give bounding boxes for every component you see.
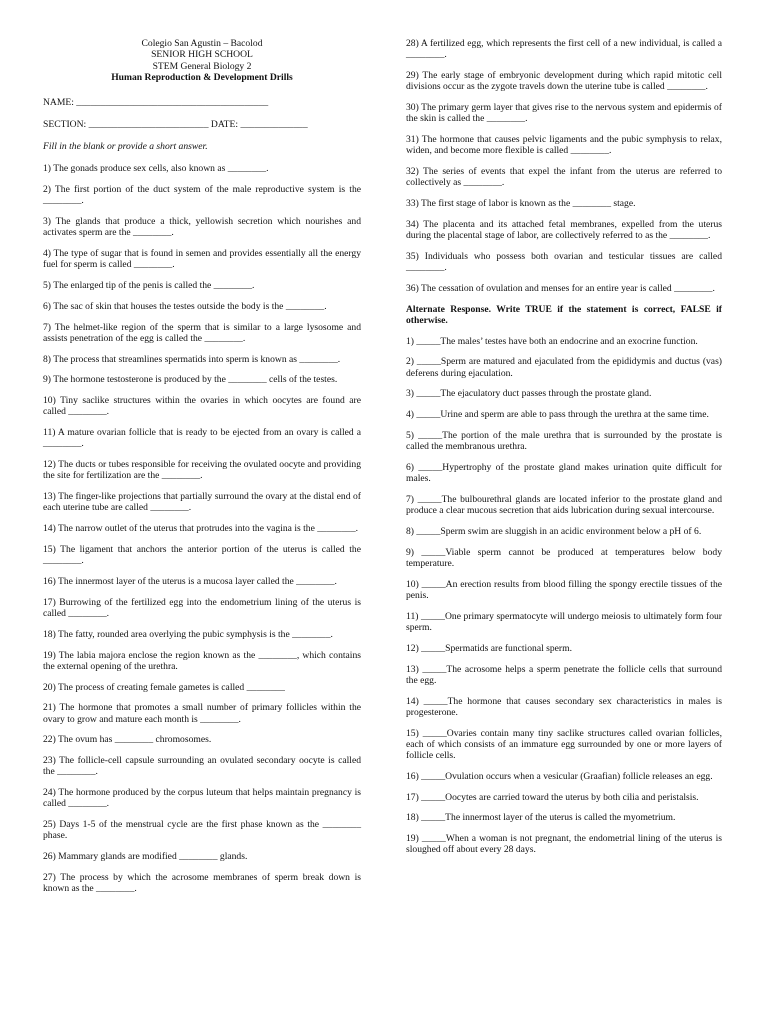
question-21: 21) The hormone that promotes a small number of primary follicles within the ovary to grow and mature each month is ________. [43, 702, 361, 725]
question-36: 36) The cessation of ovulation and menses for an entire year is called ________. [406, 282, 715, 294]
question-30: 30) The primary germ layer that gives rise to the nervous system and epidermis of the skin is called the ________. [406, 102, 722, 125]
question-14: 14) The narrow outlet of the uterus that protrudes into the vagina is the ________. [43, 523, 359, 535]
question-28: 28) A fertilized egg, which represents the first cell of a new individual, is called a ________. [406, 38, 722, 61]
question-11: 11) A mature ovarian follicle that is ready to be ejected from an ovary is called a ________. [43, 427, 361, 450]
question-19: 19) The labia majora enclose the region known as the ________, which contains the external opening of the urethra. [43, 649, 361, 672]
tf-item-17: 17) _____Oocytes are carried toward the uterus by both cilia and peristalsis. [406, 791, 699, 803]
question-5: 5) The enlarged tip of the penis is called the ________. [43, 280, 255, 292]
question-22: 22) The ovum has ________ chromosomes. [43, 734, 212, 746]
alternate-response-heading: Alternate Response. Write TRUE if the statement is correct, FALSE if otherwise. [406, 303, 722, 326]
tf-item-18: 18) _____The innermost layer of the uterus is called the myometrium. [406, 812, 676, 824]
question-8: 8) The process that streamlines spermatids into sperm is known as ________. [43, 353, 341, 365]
question-10: 10) Tiny saclike structures within the ovaries in which oocytes are found are called ________. [43, 395, 361, 418]
tf-item-2: 2) _____Sperm are matured and ejaculated from the epididymis and ductus (vas) deferens during ejaculation. [406, 356, 722, 379]
school-name: Colegio San Agustin – Bacolod [141, 38, 263, 49]
question-17: 17) Burrowing of the fertilized egg into the endometrium lining of the uterus is called ________. [43, 596, 361, 620]
question-20: 20) The process of creating female gametes is called ________ [43, 681, 285, 693]
question-29: 29) The early stage of embryonic development during which rapid mitotic cell divisions occur as the zygote travels down the uterine tube is called ________. [406, 70, 722, 93]
tf-item-7: 7) _____The bulbourethral glands are located inferior to the prostate gland and produce a clear mucous secretion that aids lubrication during sexual intercourse. [406, 493, 722, 517]
question-3: 3) The glands that produce a thick, yellowish secretion which nourishes and activates sperm are the ________. [43, 216, 361, 239]
question-33: 33) The first stage of labor is known as the ________ stage. [406, 198, 636, 209]
tf-item-14: 14) _____The hormone that causes secondary sex characteristics in males is progesterone. [406, 695, 722, 718]
tf-item-12: 12) _____Spermatids are functional sperm. [406, 642, 572, 654]
instructions: Fill in the blank or provide a short answer. [43, 141, 208, 153]
question-9: 9) The hormone testosterone is produced by the ________ cells of the testes. [43, 374, 338, 386]
right-column [406, 38, 722, 865]
tf-item-19: 19) _____When a woman is not pregnant, the endometrial lining of the uterus is sloughed off about every 28 days. [406, 833, 722, 856]
tf-item-13: 13) _____The acrosome helps a sperm penetrate the follicle cells that surround the egg. [406, 663, 722, 686]
tf-item-16: 16) _____Ovulation occurs when a vesicular (Graafian) follicle releases an egg. [406, 770, 713, 782]
question-12: 12) The ducts or tubes responsible for receiving the ovulated oocyte and providing the site for fertilization are the ________. [43, 459, 361, 482]
tf-item-5: 5) _____The portion of the male urethra that is surrounded by the prostate is called the membranous urethra. [406, 429, 722, 453]
tf-item-6: 6) _____Hypertrophy of the prostate gland makes urination quite difficult for males. [406, 461, 722, 485]
tf-item-4: 4) _____Urine and sperm are able to pass through the urethra at the same time. [406, 409, 709, 421]
tf-item-10: 10) _____An erection results from blood filling the spongy erectile tissues of the penis. [406, 578, 722, 601]
tf-item-1: 1) _____The males’ testes have both an endocrine and an exocrine function. [406, 335, 698, 347]
question-7: 7) The helmet-like region of the sperm that is similar to a large lysosome and assists penetration of the egg is called the ________. [43, 321, 361, 344]
question-23: 23) The follicle-cell capsule surrounding an ovulated secondary oocyte is called the ________. [43, 755, 361, 778]
tf-item-3: 3) _____The ejaculatory duct passes through the prostate gland. [406, 388, 652, 400]
section-date-field[interactable]: SECTION: _________________________ DATE: ______________ [43, 118, 308, 130]
question-32: 32) The series of events that expel the infant from the uterus are referred to collectively as ________. [406, 166, 722, 189]
question-13: 13) The finger-like projections that partially surround the ovary at the distal end of each uterine tube are called ________. [43, 491, 361, 514]
question-26: 26) Mammary glands are modified ________ glands. [43, 851, 248, 863]
tf-item-11: 11) _____One primary spermatocyte will undergo meiosis to ultimately form four sperm. [406, 610, 722, 633]
question-1: 1) The gonads produce sex cells, also known as ________. [43, 163, 269, 175]
school-level: SENIOR HIGH SCHOOL [151, 49, 253, 61]
tf-item-15: 15) _____Ovaries contain many tiny saclike structures called ovarian follicles, each of which consists of an immature egg surrounded by one or more layers of follicle cells. [406, 727, 722, 761]
worksheet-header [43, 38, 361, 84]
tf-item-8: 8) _____Sperm swim are sluggish in an acidic environment below a pH of 6. [406, 525, 702, 537]
question-31: 31) The hormone that causes pelvic ligaments and the pubic symphysis to relax, widen, and become more flexible is called ________. [406, 134, 722, 157]
question-24: 24) The hormone produced by the corpus luteum that helps maintain pregnancy is called ________. [43, 787, 361, 810]
worksheet-title: Human Reproduction & Development Drills [111, 72, 293, 84]
course-name: STEM General Biology 2 [152, 60, 252, 72]
question-35: 35) Individuals who possess both ovarian and testicular tissues are called ________. [406, 250, 722, 273]
question-6: 6) The sac of skin that houses the testes outside the body is the ________. [43, 300, 327, 312]
question-27: 27) The process by which the acrosome membranes of sperm break down is known as the ________. [43, 872, 361, 895]
question-4: 4) The type of sugar that is found in semen and provides essentially all the energy fuel for sperm is called ________. [43, 248, 361, 271]
question-16: 16) The innermost layer of the uterus is a mucosa layer called the ________. [43, 576, 337, 588]
name-field[interactable]: NAME: ________________________________________ [43, 96, 269, 108]
question-2: 2) The first portion of the duct system of the male reproductive system is the ________. [43, 184, 361, 207]
question-34: 34) The placenta and its attached fetal membranes, expelled from the uterus during the placental stage of labor, are collectively referred to as the ________. [406, 218, 722, 241]
tf-item-9: 9) _____Viable sperm cannot be produced at temperatures below body temperature. [406, 546, 722, 569]
left-column [43, 38, 361, 904]
question-18: 18) The fatty, rounded area overlying the pubic symphysis is the ________. [43, 628, 333, 640]
question-15: 15) The ligament that anchors the anterior portion of the uterus is called the ________. [43, 544, 361, 567]
question-25: 25) Days 1-5 of the menstrual cycle are the first phase known as the ________ phase. [43, 819, 361, 842]
